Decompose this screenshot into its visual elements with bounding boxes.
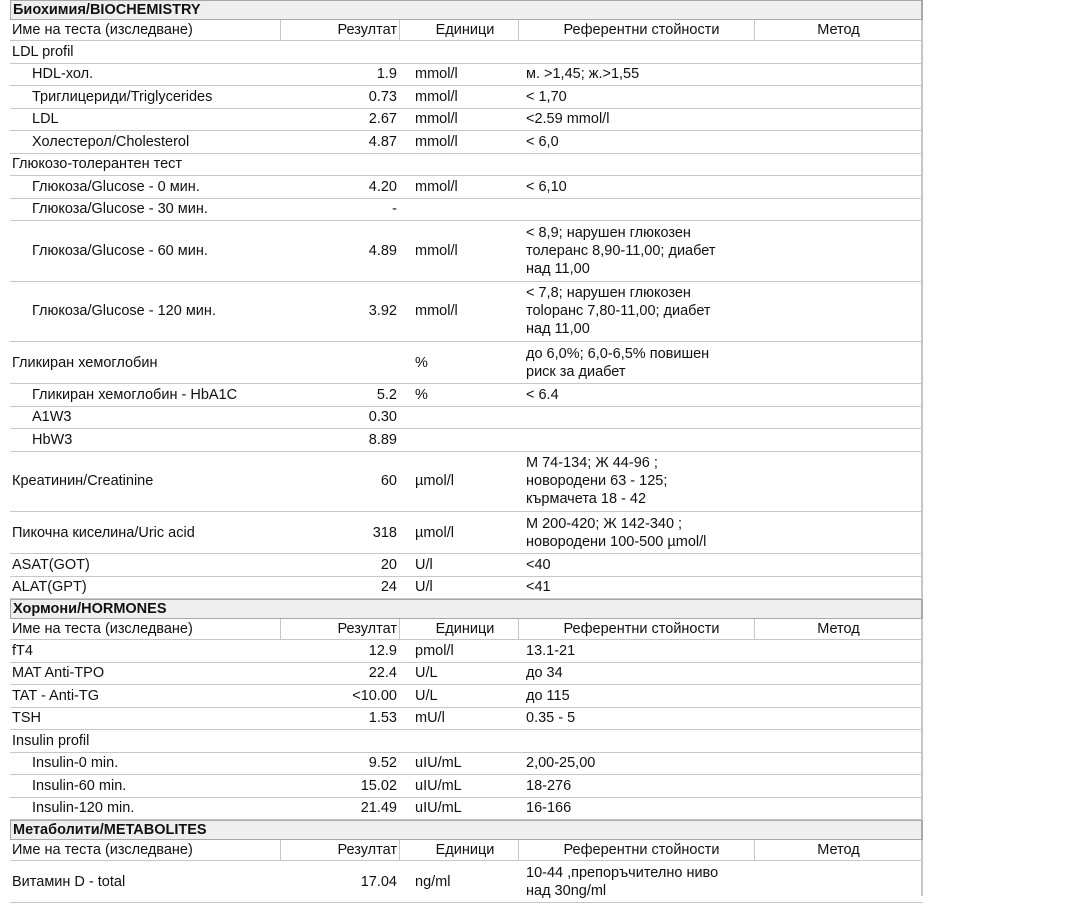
test-name: HDL-хол. — [32, 66, 94, 83]
table-row — [10, 282, 923, 343]
table-row — [10, 753, 923, 776]
table-row — [10, 663, 923, 686]
test-result: 17.04 — [360, 873, 397, 890]
column-divider — [754, 619, 755, 639]
test-unit: mmol/l — [415, 66, 458, 83]
table-row — [10, 798, 923, 821]
test-reference: 13.1-21 — [526, 642, 576, 659]
column-divider — [280, 619, 281, 639]
test-unit: mmol/l — [415, 303, 458, 320]
column-divider — [754, 20, 755, 40]
test-reference — [522, 730, 757, 752]
test-name: ALAT(GPT) — [12, 579, 87, 596]
test-unit: uIU/mL — [415, 755, 462, 772]
column-header-units: Единици — [435, 842, 495, 858]
column-divider — [518, 840, 519, 860]
test-result — [282, 154, 399, 176]
column-header-row — [10, 619, 923, 640]
table-row — [10, 64, 923, 87]
test-unit: U/l — [415, 579, 433, 596]
test-reference: 0.35 - 5 — [526, 710, 576, 727]
section-title-text: Хормони/HORMONES — [13, 601, 167, 617]
table-row — [10, 730, 923, 753]
table-row — [10, 429, 923, 452]
test-unit: U/l — [415, 556, 433, 573]
table-row — [10, 384, 923, 407]
test-result: 5.2 — [376, 386, 397, 403]
column-header-row — [10, 20, 923, 41]
column-header-method: Метод — [817, 22, 860, 38]
test-reference: до 115 — [526, 687, 570, 704]
test-name: Глюкоза/Glucose - 30 мин. — [32, 201, 208, 218]
test-result — [282, 730, 399, 752]
test-unit: mmol/l — [415, 242, 458, 259]
test-unit: ng/ml — [415, 873, 451, 890]
table-row — [10, 86, 923, 109]
column-header-row — [10, 840, 923, 861]
table-row — [10, 512, 923, 554]
test-reference: <40 — [526, 556, 551, 573]
table-row — [10, 199, 923, 222]
test-name: ASAT(GOT) — [12, 556, 90, 573]
test-name: Insulin-120 min. — [32, 800, 135, 817]
test-result: - — [392, 201, 397, 218]
test-reference: до 6,0%; 6,0-6,5% повишен риск за диабет — [526, 345, 710, 380]
test-name: LDL profil — [12, 43, 74, 60]
table-row — [10, 131, 923, 154]
test-result: 60 — [380, 473, 397, 490]
test-reference: 18-276 — [526, 777, 572, 794]
test-name: Гликиран хемоглобин — [12, 354, 158, 371]
test-unit: % — [415, 354, 428, 371]
column-header-reference: Референтни стойности — [563, 22, 720, 38]
test-reference: 10-44 ,препоръчително ниво над 30ng/ml — [526, 864, 719, 899]
test-reference — [522, 41, 757, 63]
section-title-text: Биохимия/BIOCHEMISTRY — [13, 2, 201, 18]
test-result: 1.9 — [376, 66, 397, 83]
test-unit: mmol/l — [415, 133, 458, 150]
test-name: Креатинин/Creatinine — [12, 473, 154, 490]
test-reference: до 34 — [526, 665, 563, 682]
test-reference: 16-166 — [526, 800, 572, 817]
column-header-result: Резултат — [337, 22, 397, 38]
column-header-method: Метод — [817, 842, 860, 858]
column-divider — [399, 840, 400, 860]
table-row — [10, 861, 923, 903]
test-name: fT4 — [12, 642, 33, 659]
table-row — [10, 221, 923, 282]
test-result: 0.30 — [368, 409, 397, 426]
column-header-units: Единици — [435, 22, 495, 38]
test-reference — [522, 199, 757, 221]
test-reference: < 6.4 — [526, 386, 559, 403]
column-header-name: Име на теста (изследване) — [12, 22, 193, 38]
test-name: LDL — [32, 111, 59, 128]
table-row — [10, 708, 923, 731]
test-reference: М 74-134; Ж 44-96 ; новородени 63 - 125; кърмачета 18 - 42 — [526, 455, 668, 508]
test-result: 12.9 — [368, 642, 397, 659]
column-header-result: Резултат — [337, 621, 397, 637]
test-unit: U/L — [415, 665, 438, 682]
section-title — [10, 820, 923, 840]
test-reference: < 6,0 — [526, 133, 559, 150]
test-name: A1W3 — [32, 409, 72, 426]
table-row — [10, 685, 923, 708]
test-name: Глюкоза/Glucose - 60 мин. — [32, 242, 208, 259]
test-unit — [415, 407, 515, 429]
test-reference: <2.59 mmol/l — [526, 111, 610, 128]
test-result: 20 — [380, 556, 397, 573]
test-unit: mmol/l — [415, 88, 458, 105]
test-name: Insulin-60 min. — [32, 777, 127, 794]
test-reference — [522, 154, 757, 176]
column-header-method: Метод — [817, 621, 860, 637]
test-result: 15.02 — [360, 777, 397, 794]
test-unit: mmol/l — [415, 178, 458, 195]
test-unit: mU/l — [415, 710, 445, 727]
column-header-units: Единици — [435, 621, 495, 637]
lab-report — [10, 0, 923, 903]
table-row — [10, 41, 923, 64]
test-result: 318 — [372, 524, 397, 541]
column-divider — [518, 619, 519, 639]
test-reference: 2,00-25,00 — [526, 755, 596, 772]
test-unit: µmol/l — [415, 524, 454, 541]
section-title-text: Метаболити/METABOLITES — [13, 822, 207, 838]
test-result: 22.4 — [368, 665, 397, 682]
test-result: 8.89 — [368, 431, 397, 448]
table-row — [10, 109, 923, 132]
test-result: 2.67 — [368, 111, 397, 128]
table-row — [10, 407, 923, 430]
test-result: 3.92 — [368, 303, 397, 320]
test-unit — [415, 199, 515, 221]
table-row — [10, 452, 923, 513]
test-reference — [522, 429, 757, 451]
test-unit: µmol/l — [415, 473, 454, 490]
test-reference: < 7,8; нарушен глюкозен тоloранс 7,80-11,00; диабет над 11,00 — [526, 285, 711, 338]
test-reference: <41 — [526, 579, 551, 596]
table-row — [10, 176, 923, 199]
test-result: 9.52 — [368, 755, 397, 772]
test-result — [282, 41, 399, 63]
test-name: Глюкоза/Glucose - 0 мин. — [32, 178, 200, 195]
column-header-result: Резултат — [337, 842, 397, 858]
test-reference: < 6,10 — [526, 178, 567, 195]
test-name: Insulin profil — [12, 732, 90, 749]
table-row — [10, 640, 923, 663]
section-title — [10, 599, 923, 619]
test-unit: mmol/l — [415, 111, 458, 128]
column-divider — [399, 619, 400, 639]
test-name: Insulin-0 min. — [32, 755, 119, 772]
test-reference: < 1,70 — [526, 88, 567, 105]
test-name: HbW3 — [32, 431, 73, 448]
test-name: Гликиран хемоглобин - HbA1C — [32, 386, 238, 403]
table-row — [10, 554, 923, 577]
column-header-name: Име на теста (изследване) — [12, 842, 193, 858]
test-unit: U/L — [415, 687, 438, 704]
table-row — [10, 775, 923, 798]
test-unit — [415, 429, 515, 451]
test-unit: uIU/mL — [415, 777, 462, 794]
test-reference: м. >1,45; ж.>1,55 — [526, 66, 640, 83]
test-unit — [415, 730, 515, 752]
test-result — [282, 342, 399, 383]
test-name: TSH — [12, 710, 41, 727]
test-reference — [522, 407, 757, 429]
test-unit — [415, 154, 515, 176]
test-name: Пикочна киселина/Uric acid — [12, 524, 195, 541]
test-unit — [415, 41, 515, 63]
column-header-reference: Референтни стойности — [563, 621, 720, 637]
column-divider — [754, 840, 755, 860]
test-result: 1.53 — [368, 710, 397, 727]
table-row — [10, 577, 923, 600]
test-result: 4.20 — [368, 178, 397, 195]
test-result: 21.49 — [360, 800, 397, 817]
column-header-name: Име на теста (изследване) — [12, 621, 193, 637]
test-name: Глюкозо-толерантен тест — [12, 156, 183, 173]
table-row — [10, 154, 923, 177]
column-divider — [280, 840, 281, 860]
test-result: 4.89 — [368, 242, 397, 259]
test-reference: < 8,9; нарушен глюкозен толеранс 8,90-11,00; диабет над 11,00 — [526, 224, 716, 277]
test-name: Глюкоза/Glucose - 120 мин. — [32, 303, 216, 320]
column-header-reference: Референтни стойности — [563, 842, 720, 858]
test-name: Витамин D - total — [12, 873, 126, 890]
column-divider — [280, 20, 281, 40]
test-name: Триглицериди/Triglycerides — [32, 88, 213, 105]
test-reference: М 200-420; Ж 142-340 ; новородени 100-500 µmol/l — [526, 515, 707, 550]
section-title — [10, 0, 923, 20]
test-unit: uIU/mL — [415, 800, 462, 817]
test-name: TAT - Anti-TG — [12, 687, 100, 704]
table-row — [10, 342, 923, 384]
test-name: MAT Anti-TPO — [12, 665, 105, 682]
test-result: 0.73 — [368, 88, 397, 105]
column-divider — [518, 20, 519, 40]
test-name: Холестерол/Cholesterol — [32, 133, 190, 150]
test-unit: % — [415, 386, 428, 403]
test-unit: pmol/l — [415, 642, 454, 659]
test-result: <10.00 — [352, 687, 397, 704]
test-result: 4.87 — [368, 133, 397, 150]
column-divider — [399, 20, 400, 40]
test-result: 24 — [380, 579, 397, 596]
